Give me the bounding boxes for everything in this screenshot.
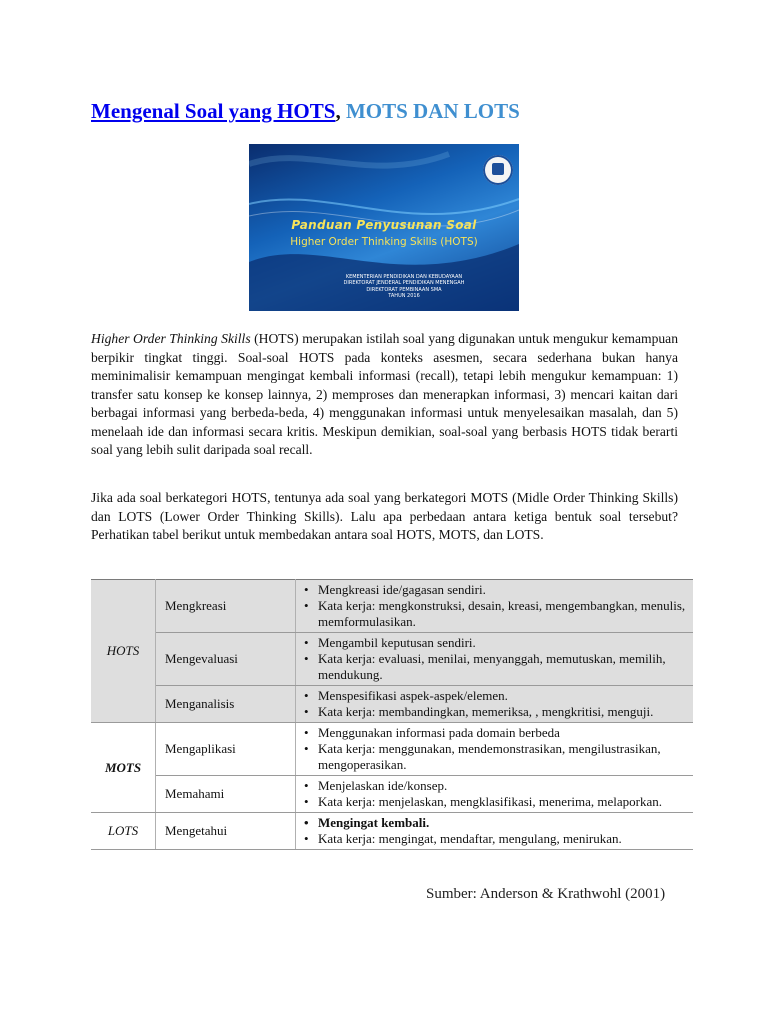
table-row	[91, 813, 693, 850]
list-item: • Menspesifikasi aspek-aspek/elemen.	[318, 688, 689, 704]
book-cover-image	[249, 144, 519, 311]
intro-lead-italic: Higher Order Thinking Skills	[91, 331, 251, 346]
description-list	[318, 725, 689, 773]
description-cell	[296, 776, 694, 813]
level-cell-lots: LOTS	[91, 813, 156, 850]
cover-institution-line: DIREKTORAT JENDERAL PENDIDIKAN MENENGAH	[343, 280, 465, 287]
skill-cell: Memahami	[156, 776, 296, 813]
cover-title: Panduan Penyusunan Soal	[291, 218, 477, 232]
skill-cell: Mengetahui	[156, 813, 296, 850]
intro-paragraph	[91, 330, 678, 460]
description-list	[318, 815, 689, 847]
description-list	[318, 778, 689, 810]
list-item: • Kata kerja: mengingat, mendaftar, mengulang, menirukan.	[318, 831, 689, 847]
list-item: • Kata kerja: mengkonstruksi, desain, kreasi, mengembangkan, menulis, memformulasikan.	[318, 598, 689, 630]
list-item: • Kata kerja: menggunakan, mendemonstrasikan, mengilustrasikan, mengoperasikan.	[318, 741, 689, 773]
source-citation: Sumber: Anderson & Krathwohl (2001)	[426, 886, 666, 902]
description-list	[318, 635, 689, 683]
intro-body: (HOTS) merupakan istilah soal yang digunakan untuk mengukur kemampuan berpikir tingkat tinggi. Soal-soal HOTS pada konteks asesmen, secara sederhana bukan hanya meminimalisir kemampuan mengingat kembali informasi (recall), tetapi lebih mengukur kemampuan: 1) transfer satu konsep ke konsep lainnya, 2) memproses dan menerapkan informasi, 3) mencari kaitan dari berbagai informasi yang berbeda-beda, 4) menggunakan informasi untuk menyelesaikan masalah, dan 5) menelaah ide dan informasi secara kritis. Meskipun demikian, soal-soal yang berbasis HOTS tidak berarti soal yang lebih sulit daripada soal recall.	[91, 331, 678, 457]
table-row	[91, 686, 693, 723]
tut-wuri-logo-icon	[483, 155, 513, 185]
skill-cell: Mengaplikasi	[156, 723, 296, 776]
level-cell-mots: MOTS	[91, 723, 156, 813]
title-link[interactable]: Mengenal Soal yang HOTS	[91, 99, 336, 123]
description-list	[318, 582, 689, 630]
cover-institution-line: DIREKTORAT PEMBINAAN SMA	[366, 286, 442, 293]
title-separator: ,	[335, 99, 341, 123]
description-cell	[296, 633, 694, 686]
skill-cell: Mengevaluasi	[156, 633, 296, 686]
list-item: • Mengkreasi ide/gagasan sendiri.	[318, 582, 689, 598]
skill-cell: Menganalisis	[156, 686, 296, 723]
hots-mots-lots-table	[91, 579, 693, 850]
table-row	[91, 633, 693, 686]
cover-subtitle: Higher Order Thinking Skills (HOTS)	[290, 236, 478, 248]
cover-institution-line: TAHUN 2016	[388, 292, 420, 299]
list-item: • Menggunakan informasi pada domain berbeda	[318, 725, 689, 741]
description-cell	[296, 723, 694, 776]
list-item: • Kata kerja: menjelaskan, mengklasifikasi, menerima, melaporkan.	[318, 794, 689, 810]
cover-institution-line: KEMENTERIAN PENDIDIKAN DAN KEBUDAYAAN	[345, 274, 463, 280]
list-item: • Menjelaskan ide/konsep.	[318, 778, 689, 794]
table-row	[91, 580, 693, 633]
skill-cell: Mengkreasi	[156, 580, 296, 633]
description-cell	[296, 686, 694, 723]
comparison-paragraph: Jika ada soal berkategori HOTS, tentunya ada soal yang berkategori MOTS (Midle Order Thinking Skills) dan LOTS (Lower Order Thinking Skills). Lalu apa perbedaan antara ketiga bentuk soal tersebut? Perhatikan tabel berikut untuk membedakan antara soal HOTS, MOTS, dan LOTS.	[91, 490, 678, 542]
table-row	[91, 723, 693, 776]
list-item: • Kata kerja: evaluasi, menilai, menyanggah, memutuskan, memilih, mendukung.	[318, 651, 689, 683]
description-cell	[296, 813, 694, 850]
page-title	[91, 99, 520, 124]
list-item: • Mengambil keputusan sendiri.	[318, 635, 689, 651]
list-item: • Mengingat kembali.	[318, 815, 689, 831]
cover-institution	[289, 274, 519, 299]
level-cell-hots: HOTS	[91, 580, 156, 723]
title-rest: MOTS DAN LOTS	[340, 99, 520, 123]
description-cell	[296, 580, 694, 633]
table-row	[91, 776, 693, 813]
description-list	[318, 688, 689, 720]
list-item: • Kata kerja: membandingkan, memeriksa, , mengkritisi, menguji.	[318, 704, 689, 720]
